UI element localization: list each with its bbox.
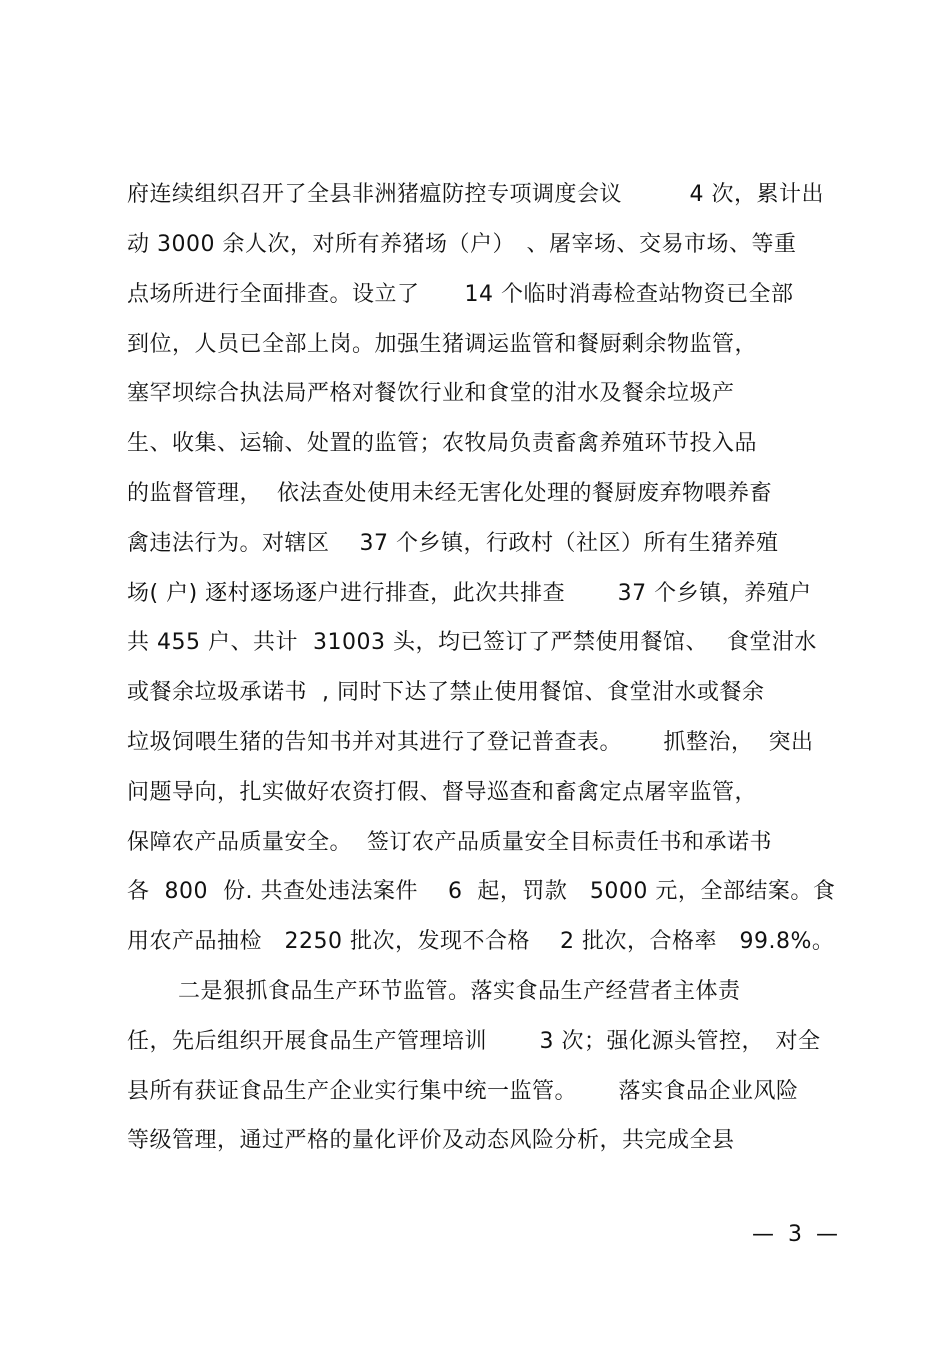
body-line: 府连续组织召开了全县非洲猪瘟防控专项调度会议 4 次，累计出 (127, 182, 824, 207)
body-line: 保障农产品质量安全。 签订农产品质量安全目标责任书和承诺书 (127, 830, 772, 855)
body-line: 等级管理，通过严格的量化评价及动态风险分析，共完成全县 (127, 1128, 735, 1153)
body-line: 共 455 户、共计 31003 头，均已签订了严禁使用餐馆、 食堂泔水 (127, 630, 817, 655)
body-line: 场( 户) 逐村逐场逐户进行排查，此次共排查 37 个乡镇，养殖户 (127, 581, 812, 606)
body-line: 生、收集、运输、处置的监管；农牧局负责畜禽养殖环节投入品 (127, 431, 758, 456)
body-line: 动 3000 余人次，对所有养猪场（户） 、屠宰场、交易市场、等重 (127, 232, 797, 257)
page-number: — 3 — (752, 1222, 838, 1247)
body-line: 到位，人员已全部上岗。加强生猪调运监管和餐厨剩余物监管， (127, 332, 758, 357)
paragraph-start-line: 二是狠抓食品生产环节监管。落实食品生产经营者主体责 (178, 979, 741, 1004)
body-line: 用农产品抽检 2250 批次，发现不合格 2 批次，合格率 99.8%。 (127, 929, 835, 954)
body-line: 问题导向，扎实做好农资打假、督导巡查和畜禽定点屠宰监管， (127, 780, 758, 805)
body-line: 各 800 份. 共查处违法案件 6 起，罚款 5000 元，全部结案。食 (127, 879, 836, 904)
body-line: 点场所进行全面排查。设立了 14 个临时消毒检查站物资已全部 (127, 282, 794, 307)
body-line: 或餐余垃圾承诺书 , 同时下达了禁止使用餐馆、食堂泔水或餐余 (127, 680, 765, 705)
body-line: 垃圾饲喂生猪的告知书并对其进行了登记普查表。 抓整治， 突出 (127, 730, 814, 755)
body-line: 塞罕坝综合执法局严格对餐饮行业和食堂的泔水及餐余垃圾产 (127, 381, 735, 406)
body-line: 县所有获证食品生产企业实行集中统一监管。 落实食品企业风险 (127, 1079, 799, 1104)
body-line: 的监督管理， 依法查处使用未经无害化处理的餐厨废弃物喂养畜 (127, 481, 772, 506)
body-line: 任，先后组织开展食品生产管理培训 3 次；强化源头管控， 对全 (127, 1029, 821, 1054)
body-line: 禽违法行为。对辖区 37 个乡镇，行政村（社区）所有生猪养殖 (127, 531, 779, 556)
